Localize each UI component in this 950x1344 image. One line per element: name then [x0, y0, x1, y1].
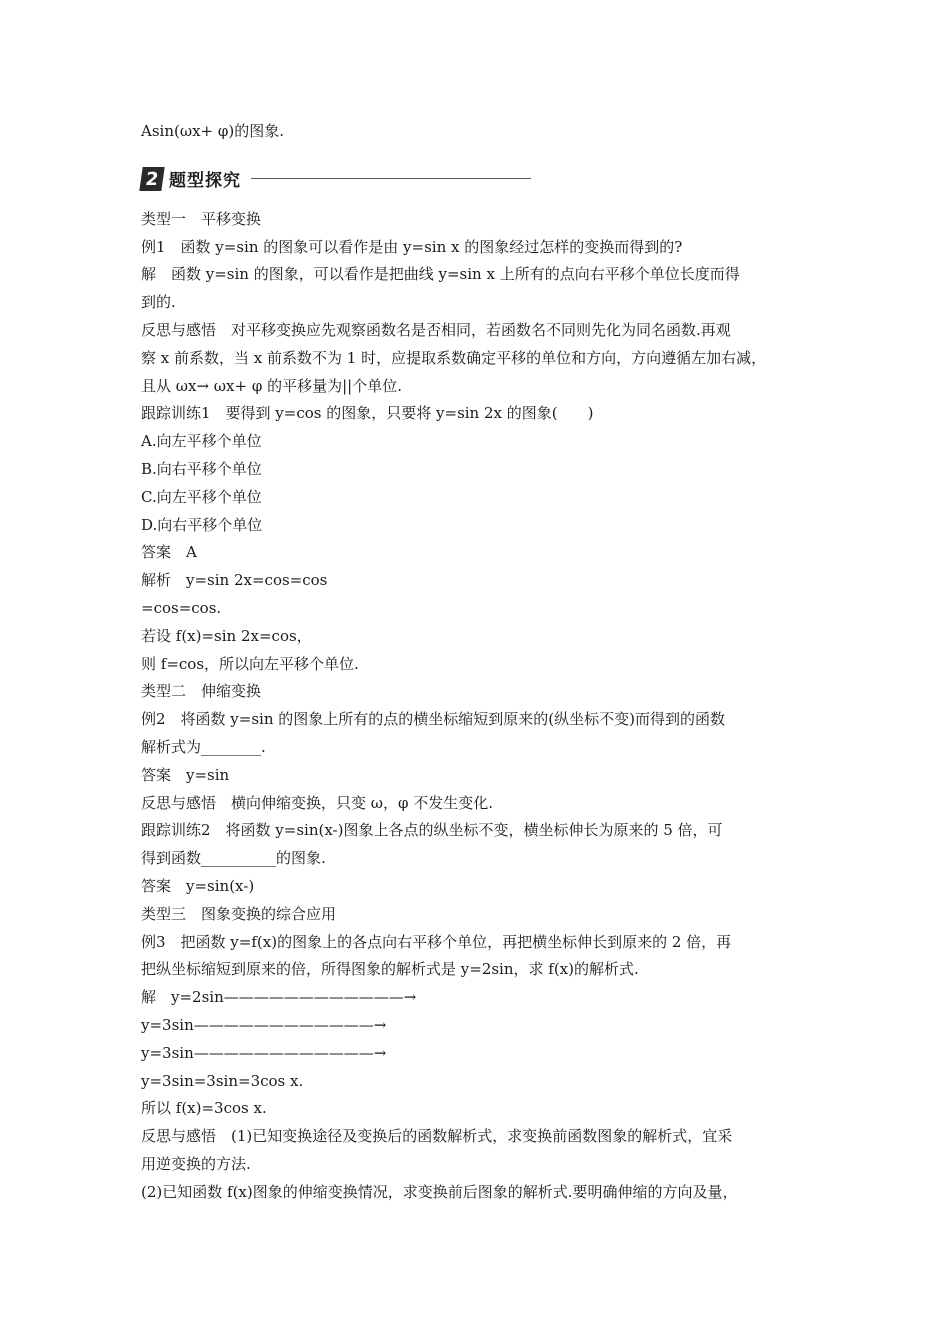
- section-number-badge: 2: [139, 167, 164, 191]
- solution-line: y=3sin————————————→: [141, 1043, 387, 1062]
- section-title: 题型探究: [169, 171, 241, 192]
- answer-line: 答案 y=sin(x-): [141, 876, 255, 895]
- reflection-line: 察 x 前系数，当 x 前系数不为 1 时，应提取系数确定平移的单位和方向，方向遵循左加右减，: [141, 348, 767, 367]
- solution-line: y=3sin————————————→: [141, 1015, 387, 1034]
- exercise-line: 跟踪训练1 要得到 y=cos 的图象，只要将 y=sin 2x 的图象( ): [141, 404, 594, 423]
- reflection-line: 反思与感悟 (1)已知变换途径及变换后的函数解析式，求变换前函数图象的解析式，宜采: [141, 1127, 733, 1146]
- reflection-line: 反思与感悟 横向伸缩变换，只变 ω，φ 不发生变化.: [141, 793, 494, 812]
- reflection-line: (2)已知函数 f(x)图象的伸缩变换情况，求变换前后图象的解析式.要明确伸缩的方向及量，: [141, 1182, 738, 1201]
- type-heading: 类型二 伸缩变换: [141, 682, 262, 701]
- analysis-line: 解析 y=sin 2x=cos=cos: [141, 571, 328, 590]
- section-divider: [251, 178, 531, 179]
- document-page: [141, 118, 821, 1206]
- analysis-line: =cos=cos.: [141, 598, 222, 617]
- reflection-line: 用逆变换的方法.: [141, 1154, 251, 1173]
- solution-line: 解 函数 y=sin 的图象，可以看作是把曲线 y=sin x 上所有的点向右平移个单位长度而得: [141, 265, 740, 284]
- analysis-line: 则 f=cos，所以向左平移个单位.: [141, 654, 359, 673]
- exercise-line: 得到函数__________的图象.: [141, 849, 326, 868]
- option-c: C.向左平移个单位: [141, 487, 262, 506]
- option-a: A.向左平移个单位: [141, 432, 262, 451]
- example-line: 解析式为________.: [141, 737, 266, 756]
- solution-line: 到的.: [141, 293, 176, 312]
- answer-line: 答案 A: [141, 543, 197, 562]
- option-b: B.向右平移个单位: [141, 459, 262, 478]
- solution-line: y=3sin=3sin=3cos x.: [141, 1071, 304, 1090]
- type-heading: 类型三 图象变换的综合应用: [141, 904, 337, 923]
- exercise-line: 跟踪训练2 将函数 y=sin(x-)图象上各点的纵坐标不变，横坐标伸长为原来的 5 倍，可: [141, 821, 723, 840]
- type-heading: 类型一 平移变换: [141, 209, 262, 228]
- section-header: [141, 164, 821, 194]
- example-line: 例1 函数 y=sin 的图象可以看作是由 y=sin x 的图象经过怎样的变换而得到的?: [141, 237, 683, 256]
- option-d: D.向右平移个单位: [141, 515, 263, 534]
- reflection-line: 反思与感悟 对平移变换应先观察函数名是否相同，若函数名不同则先化为同名函数.再观: [141, 320, 731, 339]
- solution-line: 所以 f(x)=3cos x.: [141, 1099, 267, 1118]
- answer-line: 答案 y=sin: [141, 765, 230, 784]
- analysis-line: 若设 f(x)=sin 2x=cos，: [141, 626, 312, 645]
- text-line: Asin(ωx+ φ)的图象.: [141, 122, 284, 140]
- reflection-line: 且从 ωx→ ωx+ φ 的平移量为||个单位.: [141, 376, 402, 395]
- example-line: 例3 把函数 y=f(x)的图象上的各点向右平移个单位，再把横坐标伸长到原来的 2 倍，再: [141, 932, 732, 951]
- example-line: 例2 将函数 y=sin 的图象上所有的点的横坐标缩短到原来的(纵坐标不变)而得到的函数: [141, 710, 725, 729]
- solution-line: 解 y=2sin————————————→: [141, 988, 417, 1007]
- example-line: 把纵坐标缩短到原来的倍，所得图象的解析式是 y=2sin，求 f(x)的解析式.: [141, 960, 639, 979]
